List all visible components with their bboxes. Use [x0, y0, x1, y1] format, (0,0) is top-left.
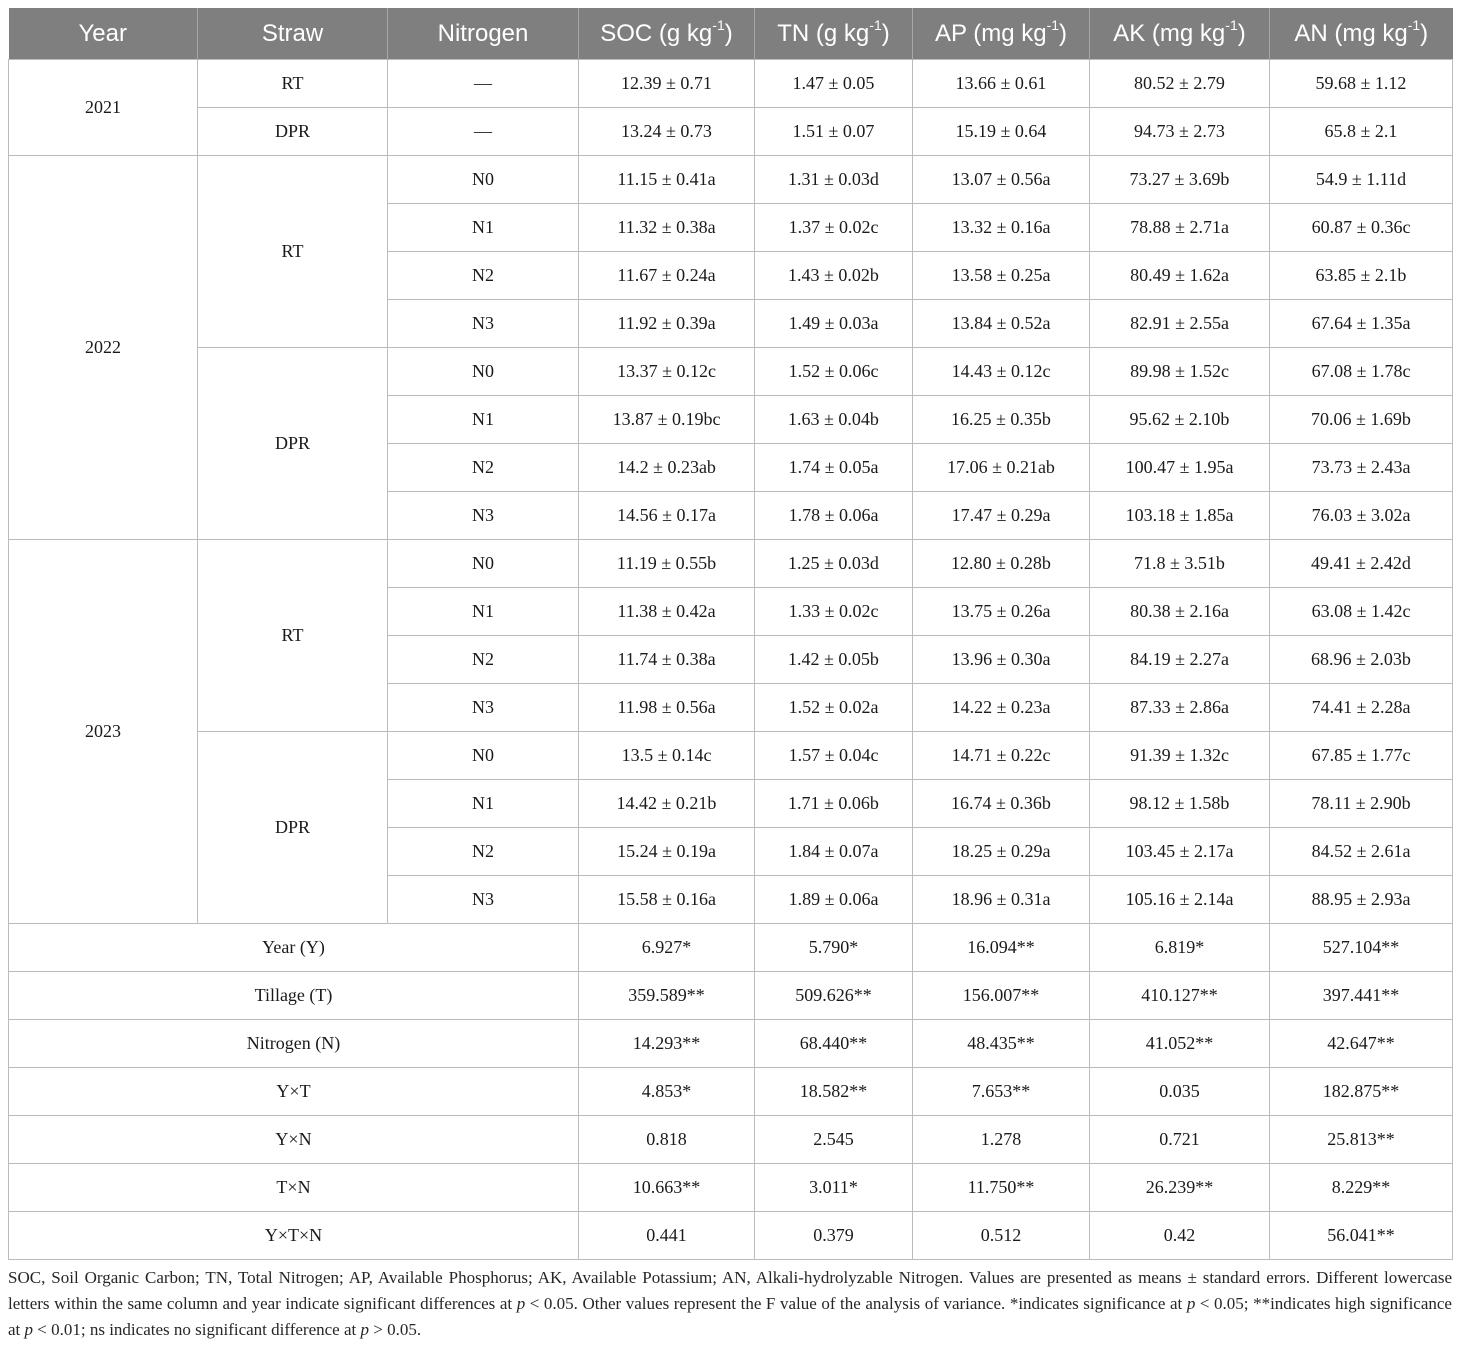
soc-cell: 13.87 ± 0.19bc — [579, 396, 755, 444]
ap-cell: 18.96 ± 0.31a — [913, 876, 1090, 924]
ap-cell: 14.22 ± 0.23a — [913, 684, 1090, 732]
ak-cell: 103.18 ± 1.85a — [1090, 492, 1270, 540]
header-soc: SOC (g $kg^{-1}$) — [579, 8, 755, 60]
ap-cell: 13.07 ± 0.56a — [913, 156, 1090, 204]
anova-soc: 10.663** — [579, 1164, 755, 1212]
ap-cell: 13.84 ± 0.52a — [913, 300, 1090, 348]
tn-cell: 1.52 ± 0.06c — [755, 348, 913, 396]
ap-cell: 13.75 ± 0.26a — [913, 588, 1090, 636]
anova-factor: Nitrogen (N) — [9, 1020, 579, 1068]
anova-row — [9, 1164, 1453, 1212]
tn-cell: 1.71 ± 0.06b — [755, 780, 913, 828]
anova-ak: 0.721 — [1090, 1116, 1270, 1164]
nitrogen-cell: N0 — [388, 732, 579, 780]
header-ak: AK (mg $kg^{-1}$) — [1090, 8, 1270, 60]
straw-cell: RT — [198, 540, 388, 732]
anova-ak: 41.052** — [1090, 1020, 1270, 1068]
soc-cell: 14.42 ± 0.21b — [579, 780, 755, 828]
anova-soc: 4.853* — [579, 1068, 755, 1116]
an-cell: 70.06 ± 1.69b — [1270, 396, 1453, 444]
ak-cell: 100.47 ± 1.95a — [1090, 444, 1270, 492]
ak-cell: 80.38 ± 2.16a — [1090, 588, 1270, 636]
anova-ap: 48.435** — [913, 1020, 1090, 1068]
footnote-italic: p — [24, 1320, 34, 1339]
tn-cell: 1.51 ± 0.07 — [755, 108, 913, 156]
an-cell: 67.08 ± 1.78c — [1270, 348, 1453, 396]
soc-cell: 11.98 ± 0.56a — [579, 684, 755, 732]
ap-cell: 16.25 ± 0.35b — [913, 396, 1090, 444]
ap-cell: 12.80 ± 0.28b — [913, 540, 1090, 588]
anova-ak: 26.239** — [1090, 1164, 1270, 1212]
footnote-segment: < 0.05. Other values represent the F value of the analysis of variance. *indicates significance at — [525, 1294, 1187, 1313]
nitrogen-cell: N3 — [388, 684, 579, 732]
ap-cell: 13.66 ± 0.61 — [913, 60, 1090, 108]
ap-cell: 14.71 ± 0.22c — [913, 732, 1090, 780]
tn-cell: 1.78 ± 0.06a — [755, 492, 913, 540]
ak-cell: 103.45 ± 2.17a — [1090, 828, 1270, 876]
anova-tn: 509.626** — [755, 972, 913, 1020]
footnote-segment: > 0.05. — [369, 1320, 422, 1339]
nitrogen-cell: N3 — [388, 300, 579, 348]
an-cell: 88.95 ± 2.93a — [1270, 876, 1453, 924]
an-cell: 73.73 ± 2.43a — [1270, 444, 1453, 492]
an-cell: 65.8 ± 2.1 — [1270, 108, 1453, 156]
nitrogen-cell: N0 — [388, 348, 579, 396]
anova-ap: 1.278 — [913, 1116, 1090, 1164]
anova-row — [9, 1212, 1453, 1260]
ap-cell: 14.43 ± 0.12c — [913, 348, 1090, 396]
soc-cell: 11.67 ± 0.24a — [579, 252, 755, 300]
nitrogen-cell: N2 — [388, 444, 579, 492]
an-cell: 49.41 ± 2.42d — [1270, 540, 1453, 588]
nitrogen-cell: — — [388, 108, 579, 156]
anova-soc: 0.818 — [579, 1116, 755, 1164]
nitrogen-cell: N0 — [388, 156, 579, 204]
anova-ak: 6.819* — [1090, 924, 1270, 972]
anova-row — [9, 924, 1453, 972]
an-cell: 54.9 ± 1.11d — [1270, 156, 1453, 204]
header-an: AN (mg $kg^{-1}$) — [1270, 8, 1453, 60]
an-cell: 74.41 ± 2.28a — [1270, 684, 1453, 732]
soc-cell: 11.32 ± 0.38a — [579, 204, 755, 252]
table-footnote — [8, 1265, 1452, 1343]
ap-cell: 15.19 ± 0.64 — [913, 108, 1090, 156]
tn-cell: 1.25 ± 0.03d — [755, 540, 913, 588]
ak-cell: 82.91 ± 2.55a — [1090, 300, 1270, 348]
ak-cell: 91.39 ± 1.32c — [1090, 732, 1270, 780]
anova-soc: 0.441 — [579, 1212, 755, 1260]
anova-ak: 410.127** — [1090, 972, 1270, 1020]
anova-tn: 0.379 — [755, 1212, 913, 1260]
soc-cell: 15.58 ± 0.16a — [579, 876, 755, 924]
soc-cell: 14.56 ± 0.17a — [579, 492, 755, 540]
anova-factor: Year (Y) — [9, 924, 579, 972]
tn-cell: 1.89 ± 0.06a — [755, 876, 913, 924]
straw-cell: DPR — [198, 732, 388, 924]
footnote-text — [8, 1265, 1452, 1343]
anova-tn: 68.440** — [755, 1020, 913, 1068]
anova-row — [9, 972, 1453, 1020]
nitrogen-cell: N0 — [388, 540, 579, 588]
header-year: Year — [9, 8, 198, 60]
soc-cell: 11.38 ± 0.42a — [579, 588, 755, 636]
header-ap: AP (mg $kg^{-1}$) — [913, 8, 1090, 60]
table-body — [9, 60, 1453, 1260]
anova-factor: Tillage (T) — [9, 972, 579, 1020]
header-nitrogen: Nitrogen — [388, 8, 579, 60]
anova-soc: 14.293** — [579, 1020, 755, 1068]
tn-cell: 1.47 ± 0.05 — [755, 60, 913, 108]
an-cell: 63.08 ± 1.42c — [1270, 588, 1453, 636]
ap-cell: 13.32 ± 0.16a — [913, 204, 1090, 252]
nitrogen-cell: — — [388, 60, 579, 108]
anova-ap: 7.653** — [913, 1068, 1090, 1116]
anova-factor: T×N — [9, 1164, 579, 1212]
soc-cell: 15.24 ± 0.19a — [579, 828, 755, 876]
footnote-italic: p — [516, 1294, 526, 1313]
tn-cell: 1.57 ± 0.04c — [755, 732, 913, 780]
ak-cell: 89.98 ± 1.52c — [1090, 348, 1270, 396]
anova-tn: 3.011* — [755, 1164, 913, 1212]
year-cell: 2021 — [9, 60, 198, 156]
anova-an: 527.104** — [1270, 924, 1453, 972]
anova-an: 397.441** — [1270, 972, 1453, 1020]
anova-ap: 16.094** — [913, 924, 1090, 972]
tn-cell: 1.31 ± 0.03d — [755, 156, 913, 204]
ak-cell: 71.8 ± 3.51b — [1090, 540, 1270, 588]
tn-cell: 1.52 ± 0.02a — [755, 684, 913, 732]
tn-cell: 1.42 ± 0.05b — [755, 636, 913, 684]
anova-soc: 359.589** — [579, 972, 755, 1020]
anova-row — [9, 1068, 1453, 1116]
anova-row — [9, 1020, 1453, 1068]
tn-cell: 1.33 ± 0.02c — [755, 588, 913, 636]
table-row — [9, 60, 1453, 108]
soc-cell: 14.2 ± 0.23ab — [579, 444, 755, 492]
straw-cell: DPR — [198, 108, 388, 156]
ap-cell: 17.06 ± 0.21ab — [913, 444, 1090, 492]
nitrogen-cell: N3 — [388, 492, 579, 540]
anova-tn: 5.790* — [755, 924, 913, 972]
ak-cell: 80.52 ± 2.79 — [1090, 60, 1270, 108]
ak-cell: 80.49 ± 1.62a — [1090, 252, 1270, 300]
ak-cell: 105.16 ± 2.14a — [1090, 876, 1270, 924]
anova-an: 56.041** — [1270, 1212, 1453, 1260]
nitrogen-cell: N2 — [388, 252, 579, 300]
tn-cell: 1.74 ± 0.05a — [755, 444, 913, 492]
anova-tn: 18.582** — [755, 1068, 913, 1116]
soc-cell: 11.15 ± 0.41a — [579, 156, 755, 204]
an-cell: 84.52 ± 2.61a — [1270, 828, 1453, 876]
year-cell: 2023 — [9, 540, 198, 924]
anova-ap: 156.007** — [913, 972, 1090, 1020]
an-cell: 63.85 ± 2.1b — [1270, 252, 1453, 300]
nitrogen-cell: N3 — [388, 876, 579, 924]
soc-cell: 13.5 ± 0.14c — [579, 732, 755, 780]
table-row — [9, 108, 1453, 156]
table-row — [9, 156, 1453, 204]
footnote-segment: SOC, Soil Organic Carbon; TN, Total Nitrogen; AP, Available Phosphorus; AK, Available Potassium; AN, Alkali-hydrolyzable Nitrogen. Values are presented as means ± standard errors. Different lowercase letters within the same column and year indicate significant differences at — [8, 1268, 1452, 1313]
straw-cell: DPR — [198, 348, 388, 540]
header-row — [9, 8, 1453, 60]
footnote-segment: < 0.01; ns indicates no significant difference at — [33, 1320, 361, 1339]
ak-cell: 94.73 ± 2.73 — [1090, 108, 1270, 156]
tn-cell: 1.37 ± 0.02c — [755, 204, 913, 252]
nitrogen-cell: N1 — [388, 588, 579, 636]
an-cell: 68.96 ± 2.03b — [1270, 636, 1453, 684]
tn-cell: 1.63 ± 0.04b — [755, 396, 913, 444]
an-cell: 59.68 ± 1.12 — [1270, 60, 1453, 108]
anova-an: 182.875** — [1270, 1068, 1453, 1116]
ap-cell: 13.58 ± 0.25a — [913, 252, 1090, 300]
soc-cell: 13.24 ± 0.73 — [579, 108, 755, 156]
straw-cell: RT — [198, 60, 388, 108]
ap-cell: 17.47 ± 0.29a — [913, 492, 1090, 540]
anova-an: 25.813** — [1270, 1116, 1453, 1164]
an-cell: 67.64 ± 1.35a — [1270, 300, 1453, 348]
table-row — [9, 540, 1453, 588]
footnote-segment: < 0.05; **indicates high significance at — [8, 1294, 1452, 1339]
ap-cell: 18.25 ± 0.29a — [913, 828, 1090, 876]
ap-cell: 13.96 ± 0.30a — [913, 636, 1090, 684]
year-cell: 2022 — [9, 156, 198, 540]
straw-cell: RT — [198, 156, 388, 348]
header-straw: Straw — [198, 8, 388, 60]
nitrogen-cell: N2 — [388, 828, 579, 876]
anova-soc: 6.927* — [579, 924, 755, 972]
ak-cell: 84.19 ± 2.27a — [1090, 636, 1270, 684]
soc-cell: 11.74 ± 0.38a — [579, 636, 755, 684]
footnote-italic: p — [360, 1320, 369, 1339]
nitrogen-cell: N2 — [388, 636, 579, 684]
ak-cell: 73.27 ± 3.69b — [1090, 156, 1270, 204]
anova-ap: 11.750** — [913, 1164, 1090, 1212]
anova-ak: 0.035 — [1090, 1068, 1270, 1116]
nitrogen-cell: N1 — [388, 780, 579, 828]
anova-row — [9, 1116, 1453, 1164]
soil-properties-table — [8, 8, 1453, 1260]
anova-ap: 0.512 — [913, 1212, 1090, 1260]
soc-cell: 11.19 ± 0.55b — [579, 540, 755, 588]
page — [8, 8, 1452, 1343]
header-tn: TN (g $kg^{-1}$) — [755, 8, 913, 60]
soc-cell: 13.37 ± 0.12c — [579, 348, 755, 396]
soc-cell: 11.92 ± 0.39a — [579, 300, 755, 348]
anova-ak: 0.42 — [1090, 1212, 1270, 1260]
nitrogen-cell: N1 — [388, 204, 579, 252]
soc-cell: 12.39 ± 0.71 — [579, 60, 755, 108]
table-row — [9, 348, 1453, 396]
tn-cell: 1.43 ± 0.02b — [755, 252, 913, 300]
ak-cell: 98.12 ± 1.58b — [1090, 780, 1270, 828]
anova-factor: Y×N — [9, 1116, 579, 1164]
ak-cell: 95.62 ± 2.10b — [1090, 396, 1270, 444]
ap-cell: 16.74 ± 0.36b — [913, 780, 1090, 828]
tn-cell: 1.49 ± 0.03a — [755, 300, 913, 348]
anova-factor: Y×T×N — [9, 1212, 579, 1260]
ak-cell: 78.88 ± 2.71a — [1090, 204, 1270, 252]
anova-factor: Y×T — [9, 1068, 579, 1116]
nitrogen-cell: N1 — [388, 396, 579, 444]
anova-an: 42.647** — [1270, 1020, 1453, 1068]
footnote-italic: p — [1186, 1294, 1196, 1313]
an-cell: 76.03 ± 3.02a — [1270, 492, 1453, 540]
an-cell: 60.87 ± 0.36c — [1270, 204, 1453, 252]
an-cell: 67.85 ± 1.77c — [1270, 732, 1453, 780]
anova-an: 8.229** — [1270, 1164, 1453, 1212]
ak-cell: 87.33 ± 2.86a — [1090, 684, 1270, 732]
an-cell: 78.11 ± 2.90b — [1270, 780, 1453, 828]
tn-cell: 1.84 ± 0.07a — [755, 828, 913, 876]
table-row — [9, 732, 1453, 780]
anova-tn: 2.545 — [755, 1116, 913, 1164]
